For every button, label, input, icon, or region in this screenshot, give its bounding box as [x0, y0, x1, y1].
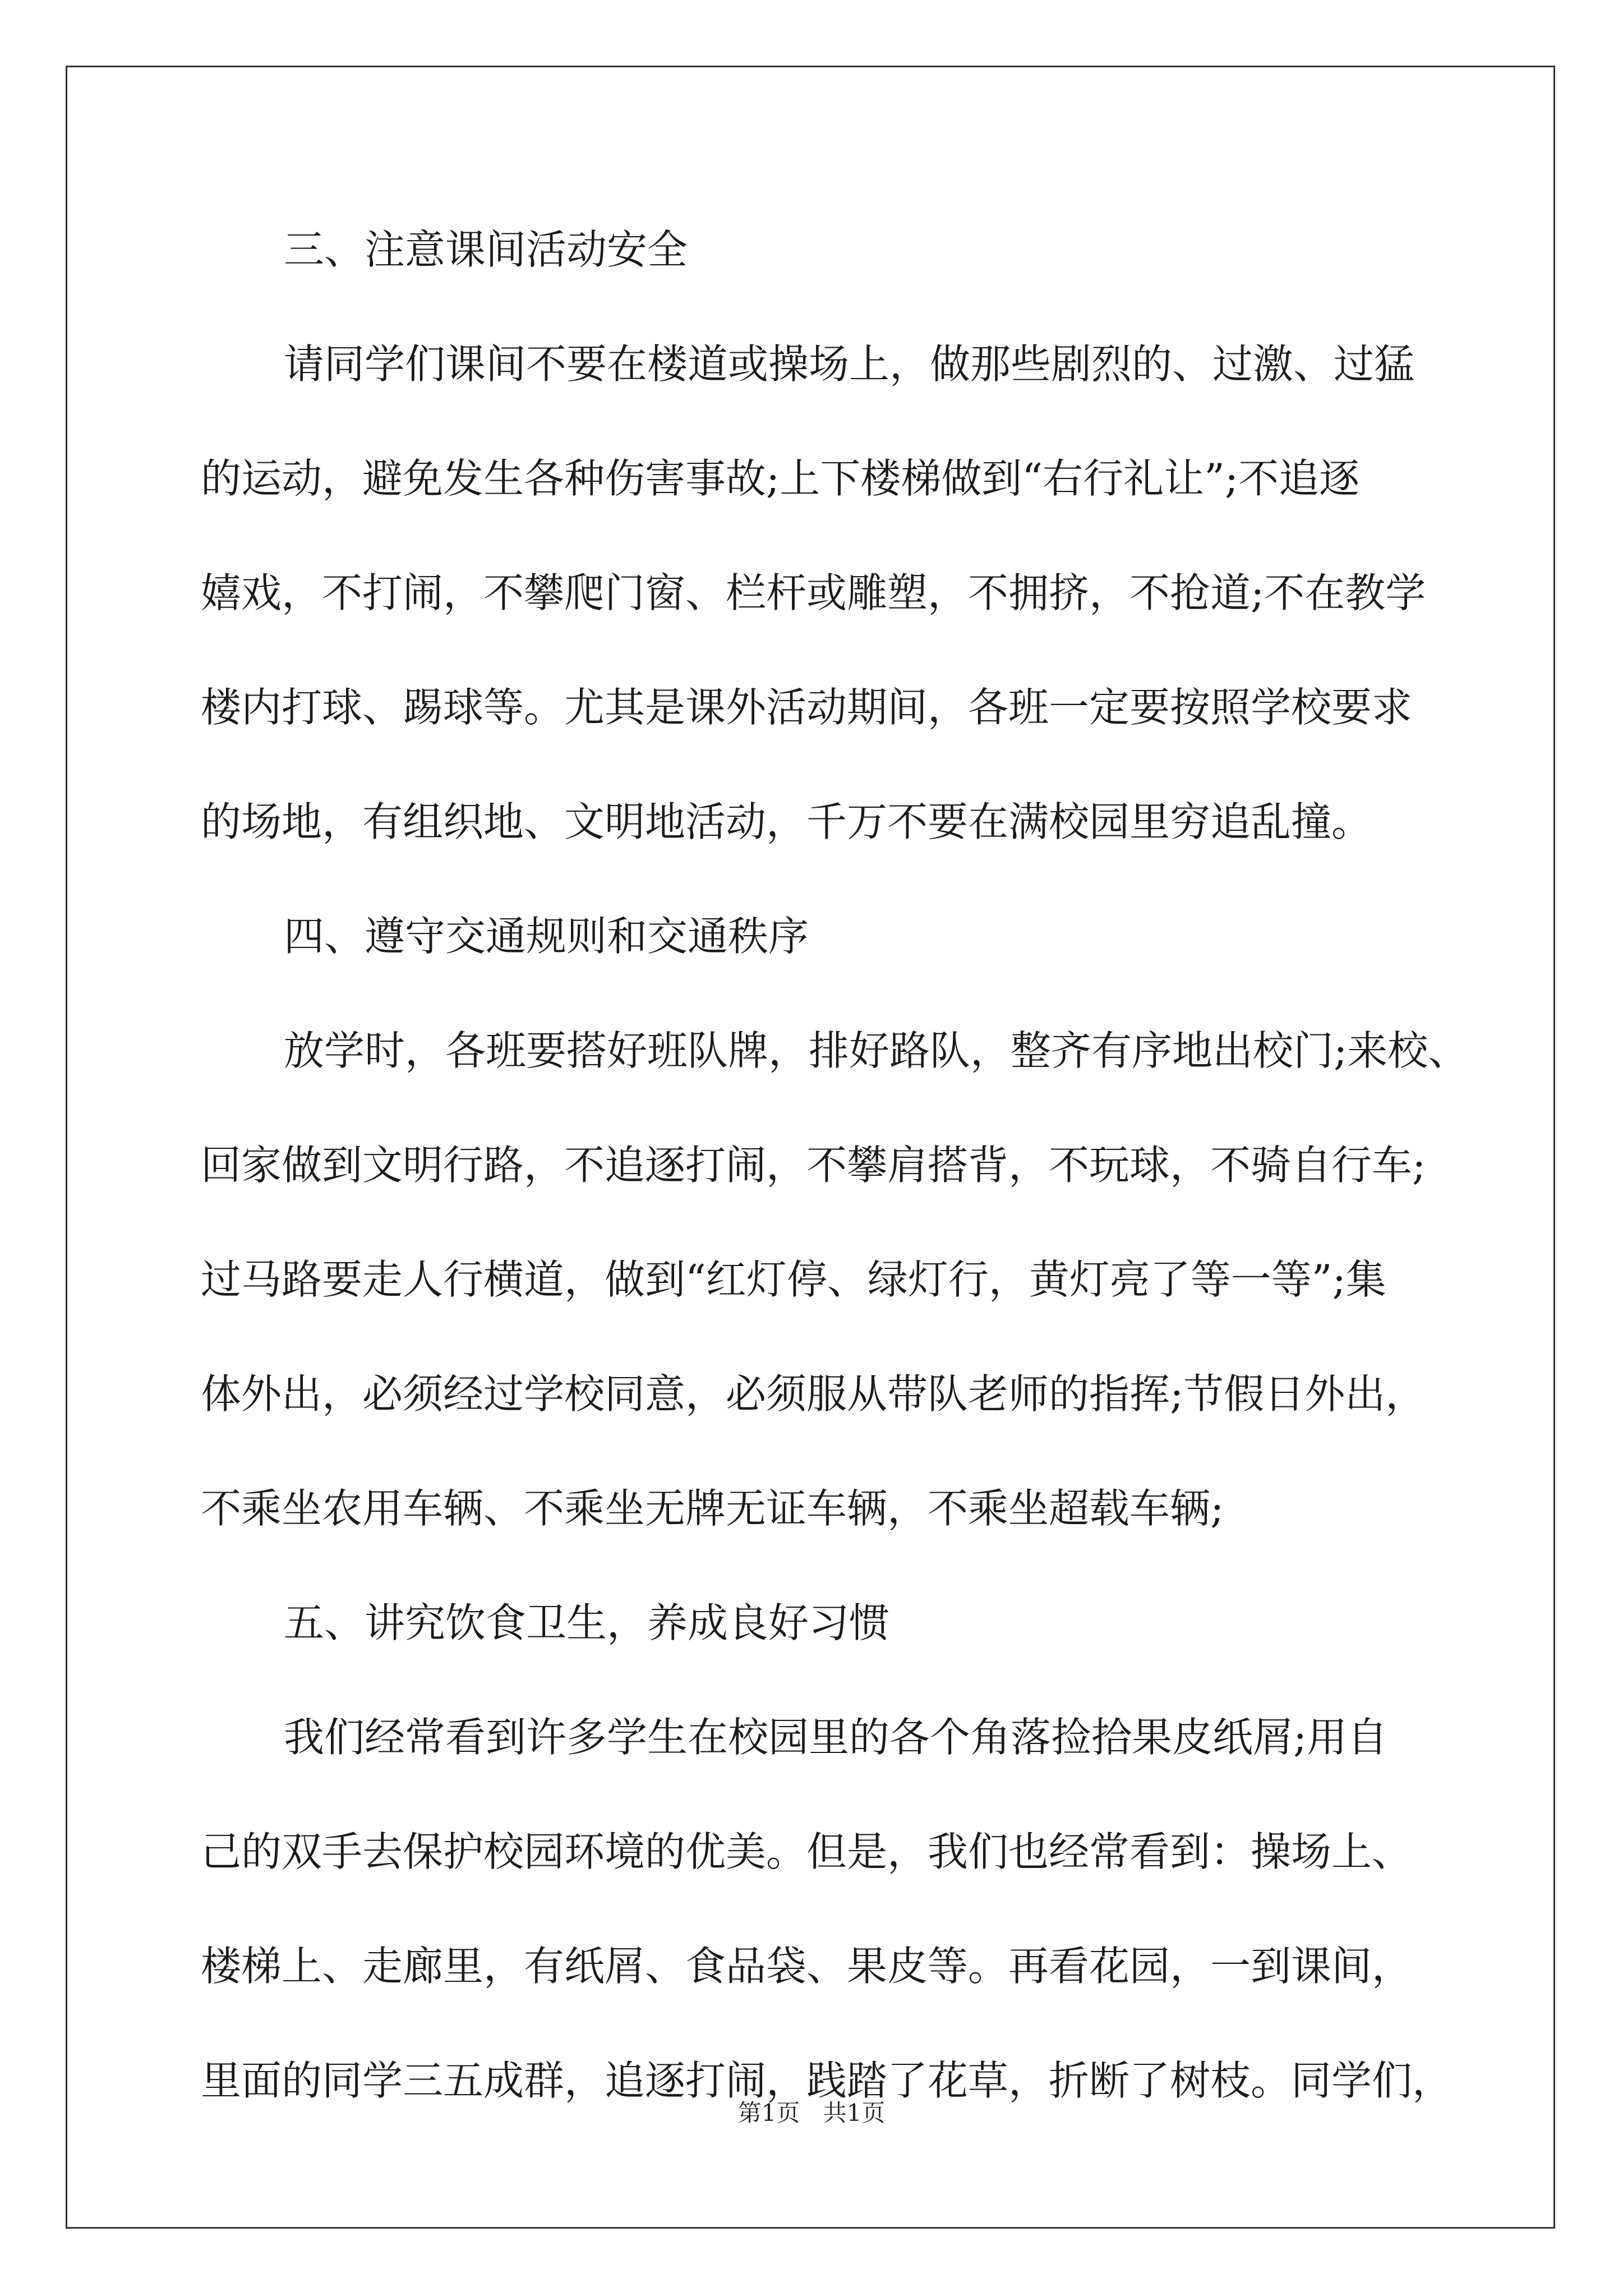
paragraph-line: 请同学们课间不要在楼道或操场上，做那些剧烈的、过激、过猛 — [284, 341, 1415, 388]
paragraph-line: 回家做到文明行路，不追逐打闹，不攀肩搭背，不玩球，不骑自行车; — [201, 1142, 1426, 1189]
paragraph-line: 楼内打球、踢球等。尤其是课外活动期间，各班一定要按照学校要求 — [201, 684, 1413, 731]
paragraph-line: 过马路要走人行横道，做到“红灯停、绿灯行，黄灯亮了等一等”;集 — [201, 1256, 1386, 1303]
paragraph-line: 我们经常看到许多学生在校园里的各个角落捡拾果皮纸屑;用自 — [284, 1714, 1388, 1761]
page-footer — [0, 2096, 1623, 2130]
page-number: 第1页 — [737, 2099, 800, 2127]
paragraph-line: 不乘坐农用车辆、不乘坐无牌无证车辆，不乘坐超载车辆; — [201, 1485, 1224, 1532]
paragraph-line: 的运动，避免发生各种伤害事故;上下楼梯做到“右行礼让”;不追逐 — [201, 455, 1360, 502]
section-heading: 四、遵守交通规则和交通秩序 — [284, 913, 809, 960]
paragraph-line: 的场地，有组织地、文明地活动，千万不要在满校园里穷追乱撞。 — [201, 798, 1372, 845]
paragraph-line: 体外出，必须经过学校同意，必须服从带队老师的指挥;节假日外出， — [201, 1370, 1426, 1418]
document-body — [201, 216, 1469, 2104]
paragraph-line: 放学时，各班要搭好班队牌，排好路队，整齐有序地出校门;来校、 — [284, 1027, 1469, 1074]
paragraph-line: 己的双手去保护校园环境的优美。但是，我们也经常看到：操场上、 — [201, 1828, 1413, 1875]
paragraph-line: 楼梯上、走廊里，有纸屑、食品袋、果皮等。再看花园，一到课间， — [201, 1943, 1413, 1990]
section-heading: 三、注意课间活动安全 — [284, 226, 688, 273]
paragraph-line: 嬉戏，不打闹，不攀爬门窗、栏杆或雕塑，不拥挤，不抢道;不在教学 — [201, 569, 1426, 616]
section-heading: 五、讲究饮食卫生，养成良好习惯 — [284, 1599, 890, 1646]
paragraph-line: 里面的同学三五成群，追逐打闹，践踏了花草，折断了树枝。同学们， — [201, 2057, 1453, 2104]
page-total: 共1页 — [823, 2099, 886, 2127]
